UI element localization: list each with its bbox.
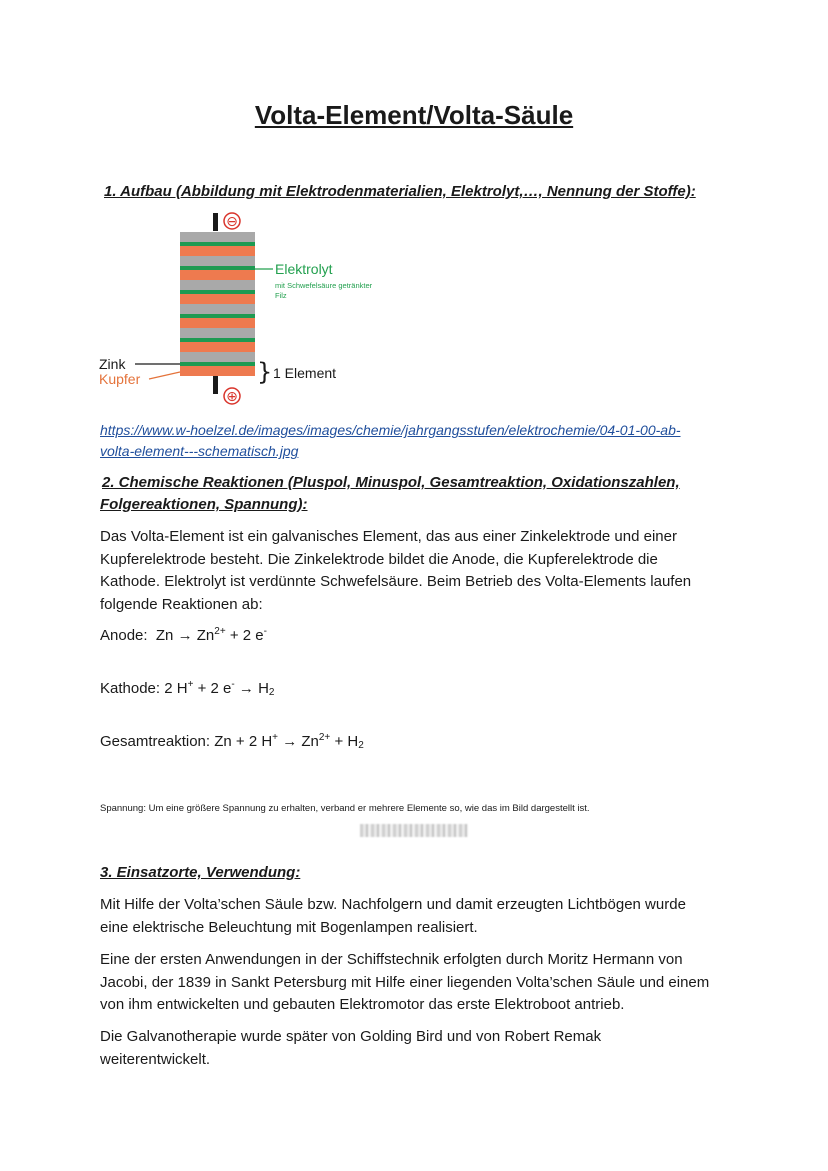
zinc-disc <box>180 232 255 242</box>
electrolyte-layer <box>180 242 255 246</box>
paragraph-line: Jacobi, der 1839 in Sankt Petersburg mit Hilfe einer liegenden Volta’schen Säule und einem <box>100 973 710 991</box>
copper-disc <box>180 294 255 304</box>
source-link-line-1[interactable]: https://www.w-hoelzel.de/images/images/chemie/jahrgangsstufen/elektrochemie/04-01-00-ab- <box>100 422 681 438</box>
minus-terminal-rod <box>213 213 218 231</box>
electrolyte-layer <box>180 338 255 342</box>
blurred-image <box>360 824 468 837</box>
electrolyte-layer <box>180 314 255 318</box>
paragraph-line: Mit Hilfe der Volta’schen Säule bzw. Nachfolgern und damit erzeugten Lichtbögen wurde <box>100 896 686 913</box>
zinc-disc <box>180 304 255 314</box>
section-2-heading: Folgereaktionen, Spannung): <box>100 496 308 513</box>
element-label: 1 Element <box>273 365 337 381</box>
copper-disc <box>180 270 255 280</box>
electrolyte-note: mit Schwefelsäure getränkter <box>275 281 373 290</box>
intro-paragraph <box>100 526 691 616</box>
element-brace: } <box>257 358 273 386</box>
copper-pointer <box>149 372 180 379</box>
arrow-icon: → <box>238 680 254 697</box>
spannung-note: Spannung: Um eine größere Spannung zu erhalten, verband er mehrere Elemente so, wie das im Bild dargestellt ist. <box>100 803 590 814</box>
section-3-heading: 3. Einsatzorte, Verwendung: <box>100 864 301 881</box>
paragraph-line: weiterentwickelt. <box>100 1050 211 1068</box>
paragraph-line: Die Galvanotherapie wurde später von Golding Bird und von Robert Remak <box>100 1028 602 1045</box>
paragraph-line: Das Volta-Element ist ein galvanisches Element, das aus einer Zinkelektrode und einer <box>100 528 677 545</box>
electrolyte-label: Elektrolyt <box>275 261 333 277</box>
paragraph-line: Kupferelektrode besteht. Die Zinkelektrode bildet die Anode, die Kupferelektrode die <box>100 550 658 568</box>
zinc-disc <box>180 256 255 266</box>
kathode-label: Kathode: <box>100 680 161 697</box>
usage-paragraph-3 <box>100 1026 601 1071</box>
electrolyte-layer <box>180 290 255 294</box>
gesamt-label: Gesamtreaktion: <box>100 733 211 750</box>
page-title: Volta-Element/Volta-Säule <box>254 100 574 130</box>
usage-paragraph-1 <box>100 894 686 939</box>
zinc-disc <box>180 352 255 362</box>
section-1-heading: 1. Aufbau (Abbildung mit Elektrodenmaterialien, Elektrolyt,…, Nennung der Stoffe): <box>104 183 696 200</box>
pile-stack <box>180 232 255 376</box>
kathode-reaction: Kathode: 2 H+ + 2 $e^- \to H_2$ <box>100 679 275 698</box>
zinc-label: Zink <box>99 356 126 372</box>
zinc-disc <box>180 280 255 290</box>
zinc-disc <box>180 328 255 338</box>
source-link-line-2[interactable]: volta-element---schematisch.jpg <box>100 443 299 459</box>
anode-reaction: Anode: $Zn \to Zn^{2+} + 2$ e- <box>100 626 267 644</box>
copper-disc <box>180 366 255 376</box>
paragraph-line: folgende Reaktionen ab: <box>100 595 263 613</box>
volta-pile-figure <box>95 208 415 408</box>
paragraph-line: eine elektrische Beleuchtung mit Bogenlampen realisiert. <box>100 918 478 936</box>
usage-paragraph-2 <box>100 949 709 1017</box>
paragraph-line: von ihm entwickelten und gebauten Elektromotor das erste Elektroboot antrieb. <box>100 996 625 1013</box>
electrolyte-layer <box>180 362 255 366</box>
paragraph-line: Kathode. Elektrolyt ist verdünnte Schwefelsäure. Beim Betrieb des Volta-Elements laufen <box>100 573 692 590</box>
anode-label: Anode: <box>100 627 148 644</box>
minus-symbol: ⊖ <box>226 214 238 230</box>
copper-disc <box>180 246 255 256</box>
plus-symbol: ⊕ <box>226 389 238 405</box>
arrow-icon: → <box>282 733 298 750</box>
electrolyte-note: Filz <box>275 291 287 300</box>
gesamt-reaction: Gesamtreaktion: Zn + 2 $H^+ \to Zn^{2+} + H_2$ <box>100 732 364 751</box>
arrow-icon: → <box>177 627 193 644</box>
copper-disc <box>180 342 255 352</box>
section-2-heading: 2. Chemische Reaktionen (Pluspol, Minuspol, Gesamtreaktion, Oxidationszahlen, <box>102 474 680 491</box>
plus-terminal-rod <box>213 376 218 394</box>
paragraph-line: Eine der ersten Anwendungen in der Schiffstechnik erfolgten durch Moritz Hermann von <box>100 951 683 968</box>
copper-label: Kupfer <box>99 371 141 387</box>
electrolyte-layer <box>180 266 255 270</box>
copper-disc <box>180 318 255 328</box>
